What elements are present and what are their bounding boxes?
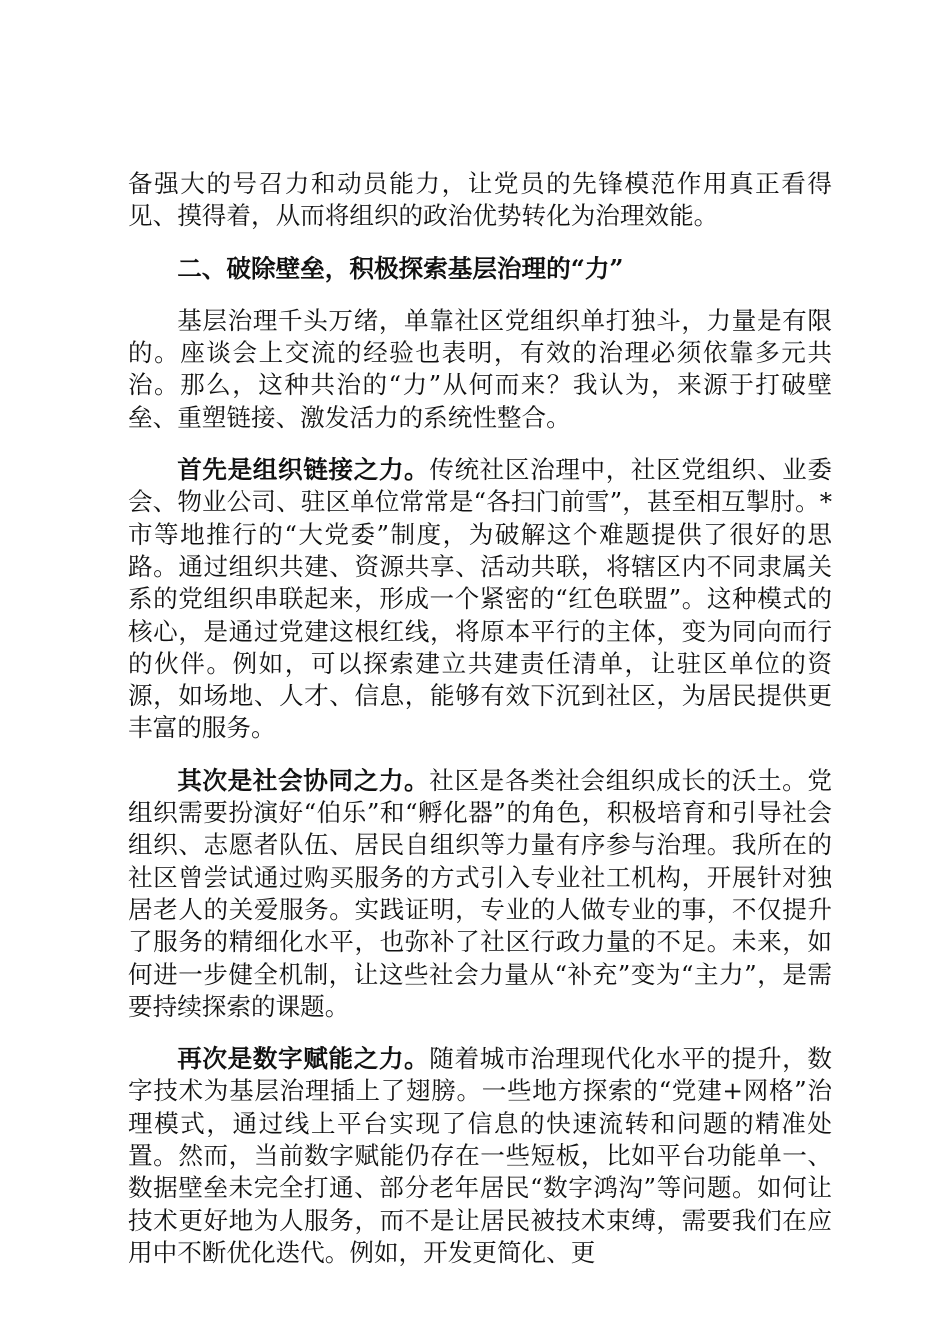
paragraph-intro: 基层治理千头万绪，单靠社区党组织单打独斗，力量是有限的。座谈会上交流的经验也表明，有效的治理必须依靠多元共治。那么，这种共治的“力”从何而来？我认为，来源于打破壁垒、重塑链接、激发活力的系统性整合。 bbox=[128, 305, 832, 432]
paragraph-lead: 其次是社会协同之力。 bbox=[177, 765, 430, 795]
continuation-paragraph: 备强大的号召力和动员能力，让党员的先锋模范作用真正看得见、摸得着，从而将组织的政治优势转化为治理效能。 bbox=[128, 169, 832, 231]
paragraph-social-synergy bbox=[128, 765, 832, 1023]
paragraph-lead: 首先是组织链接之力。 bbox=[177, 455, 430, 485]
paragraph-body: 传统社区治理中，社区党组织、业委会、物业公司、驻区单位常常是“各扫门前雪”，甚至相互掣肘。*市等地推行的“大党委”制度，为破解这个难题提供了很好的思路。通过组织共建、资源共享、活动共联，将辖区内不同隶属关系的党组织串联起来，形成一个紧密的“红色联盟”。这种模式的核心，是通过党建这根红线，将原本平行的主体，变为同向而行的伙伴。例如，可以探索建立共建责任清单，让驻区单位的资源，如场地、人才、信息，能够有效下沉到社区，为居民提供更丰富的服务。 bbox=[128, 455, 832, 743]
paragraph-body: 随着城市治理现代化水平的提升，数字技术为基层治理插上了翅膀。一些地方探索的“党建+网格”治理模式，通过线上平台实现了信息的快速流转和问题的精准处置。然而，当前数字赋能仍存在一些短板，比如平台功能单一、数据壁垒未完全打通、部分老年居民“数字鸿沟”等问题。如何让技术更好地为人服务，而不是让居民被技术束缚，需要我们在应用中不断优化迭代。例如，开发更简化、更 bbox=[128, 1044, 832, 1267]
paragraph-body: 社区是各类社会组织成长的沃土。党组织需要扮演好“伯乐”和“孵化器”的角色，积极培育和引导社会组织、志愿者队伍、居民自组织等力量有序参与治理。我所在的社区曾尝试通过购买服务的方式引入专业社工机构，开展针对独居老人的关爱服务。实践证明，专业的人做专业的事，不仅提升了服务的精细化水平，也弥补了社区行政力量的不足。未来，如何进一步健全机制，让这些社会力量从“补充”变为“主力”，是需要持续探索的课题。 bbox=[128, 765, 832, 1021]
paragraph-lead: 再次是数字赋能之力。 bbox=[177, 1044, 430, 1074]
paragraph-digital-empowerment bbox=[128, 1043, 832, 1269]
section-heading: 二、破除壁垒，积极探索基层治理的“力” bbox=[177, 253, 624, 283]
document-page bbox=[128, 168, 832, 1289]
paragraph-organization-link bbox=[128, 454, 832, 745]
